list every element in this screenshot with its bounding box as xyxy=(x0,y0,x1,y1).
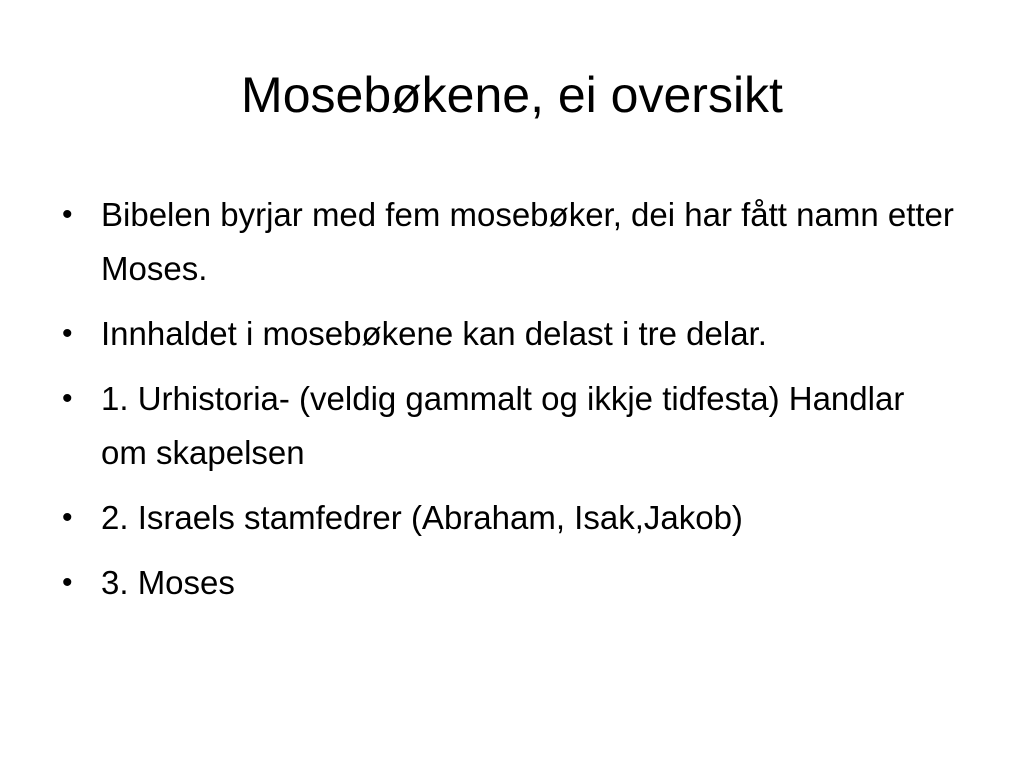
bullet-text: Bibelen byrjar med fem mosebøker, dei har fått namn etter Moses. xyxy=(101,196,954,287)
bullet-dot-icon: • xyxy=(62,566,73,599)
bullet-item xyxy=(58,188,958,296)
bullet-text: 1. Urhistoria- (veldig gammalt og ikkje tidfesta) Handlar om skapelsen xyxy=(101,380,905,471)
bullet-text: Innhaldet i mosebøkene kan delast i tre delar. xyxy=(101,315,767,352)
bullet-item xyxy=(58,491,958,545)
bullet-item xyxy=(58,556,958,610)
bullet-text: 2. Israels stamfedrer (Abraham, Isak,Jakob) xyxy=(101,499,743,536)
bullet-dot-icon: • xyxy=(62,198,73,231)
slide-title: Mosebøkene, ei oversikt xyxy=(241,67,783,123)
bullet-dot-icon: • xyxy=(62,501,73,534)
bullet-list xyxy=(58,188,958,621)
bullet-dot-icon: • xyxy=(62,317,73,350)
bullet-item xyxy=(58,372,958,480)
bullet-text: 3. Moses xyxy=(101,564,235,601)
bullet-item xyxy=(58,307,958,361)
bullet-dot-icon: • xyxy=(62,382,73,415)
